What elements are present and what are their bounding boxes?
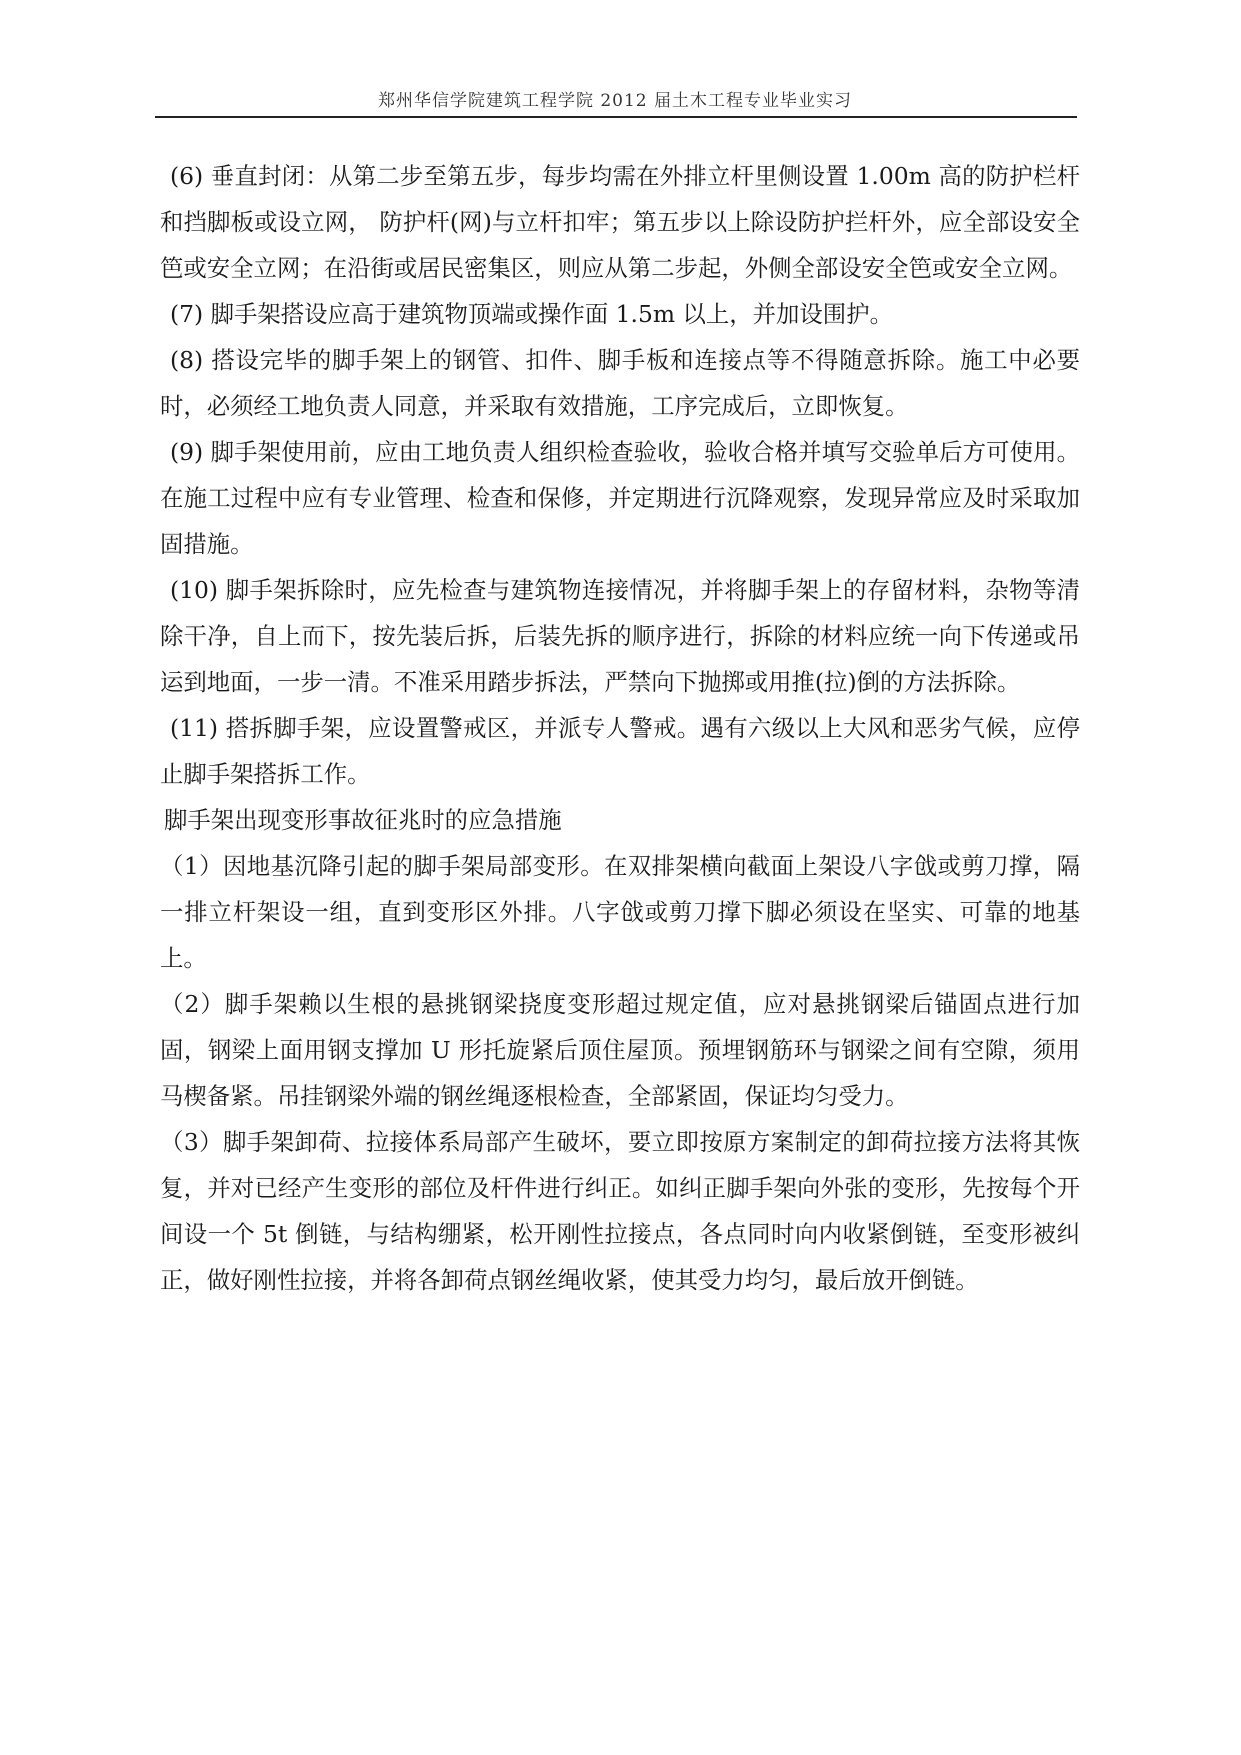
paragraph-item-10: (10) 脚手架拆除时，应先检查与建筑物连接情况，并将脚手架上的存留材料，杂物等清除干净，自上而下，按先装后拆，后装先拆的顺序进行，拆除的材料应统一向下传递或吊运到地面，一步一清。不准采用踏步拆法，严禁向下抛掷或用推(拉)倒的方法拆除。 (160, 576, 1080, 696)
header-divider (155, 116, 1077, 118)
measure-item-1: （1）因地基沉降引起的脚手架局部变形。在双排架横向截面上架设八字戗或剪刀撑，隔一排立杆架设一组，直到变形区外排。八字戗或剪刀撑下脚必须设在坚实、可靠的地基上。 (160, 852, 1080, 972)
paragraph-item-11: (11) 搭拆脚手架，应设置警戒区，并派专人警戒。遇有六级以上大风和恶劣气候，应停止脚手架搭拆工作。 (160, 714, 1080, 788)
page-header: 郑州华信学院建筑工程学院 2012 届土木工程专业毕业实习 (377, 91, 853, 111)
section-heading: 脚手架出现变形事故征兆时的应急措施 (164, 806, 562, 834)
measure-item-2: （2）脚手架赖以生根的悬挑钢梁挠度变形超过规定值，应对悬挑钢梁后锚固点进行加固，钢梁上面用钢支撑加 U 形托旋紧后顶住屋顶。预埋钢筋环与钢梁之间有空隙，须用马楔备紧。吊挂钢梁外端的钢丝绳逐根检查，全部紧固，保证均匀受力。 (160, 990, 1080, 1110)
paragraph-item-7: (7) 脚手架搭设应高于建筑物顶端或操作面 1.5m 以上，并加设围护。 (170, 300, 893, 328)
paragraph-item-6: (6) 垂直封闭：从第二步至第五步，每步均需在外排立杆里侧设置 1.00m 高的防护栏杆和挡脚板或设立网， 防护杆(网)与立杆扣牢；第五步以上除设防护拦杆外，应全部设安全笆或安全立网；在沿街或居民密集区，则应从第二步起，外侧全部设安全笆或安全立网。 (160, 162, 1080, 282)
paragraph-item-8: (8) 搭设完毕的脚手架上的钢管、扣件、脚手板和连接点等不得随意拆除。施工中必要时，必须经工地负责人同意，并采取有效措施，工序完成后，立即恢复。 (160, 346, 1080, 420)
paragraph-item-9: (9) 脚手架使用前，应由工地负责人组织检查验收，验收合格并填写交验单后方可使用。在施工过程中应有专业管理、检查和保修，并定期进行沉降观察，发现异常应及时采取加固措施。 (160, 438, 1080, 558)
measure-item-3: （3）脚手架卸荷、拉接体系局部产生破坏，要立即按原方案制定的卸荷拉接方法将其恢复，并对已经产生变形的部位及杆件进行纠正。如纠正脚手架向外张的变形，先按每个开间设一个 5t 倒链，与结构绷紧，松开刚性拉接点，各点同时向内收紧倒链，至变形被纠正，做好刚性拉接，并将各卸荷点钢丝绳收紧，使其受力均匀，最后放开倒链。 (160, 1128, 1080, 1294)
document-body (160, 153, 1080, 1303)
